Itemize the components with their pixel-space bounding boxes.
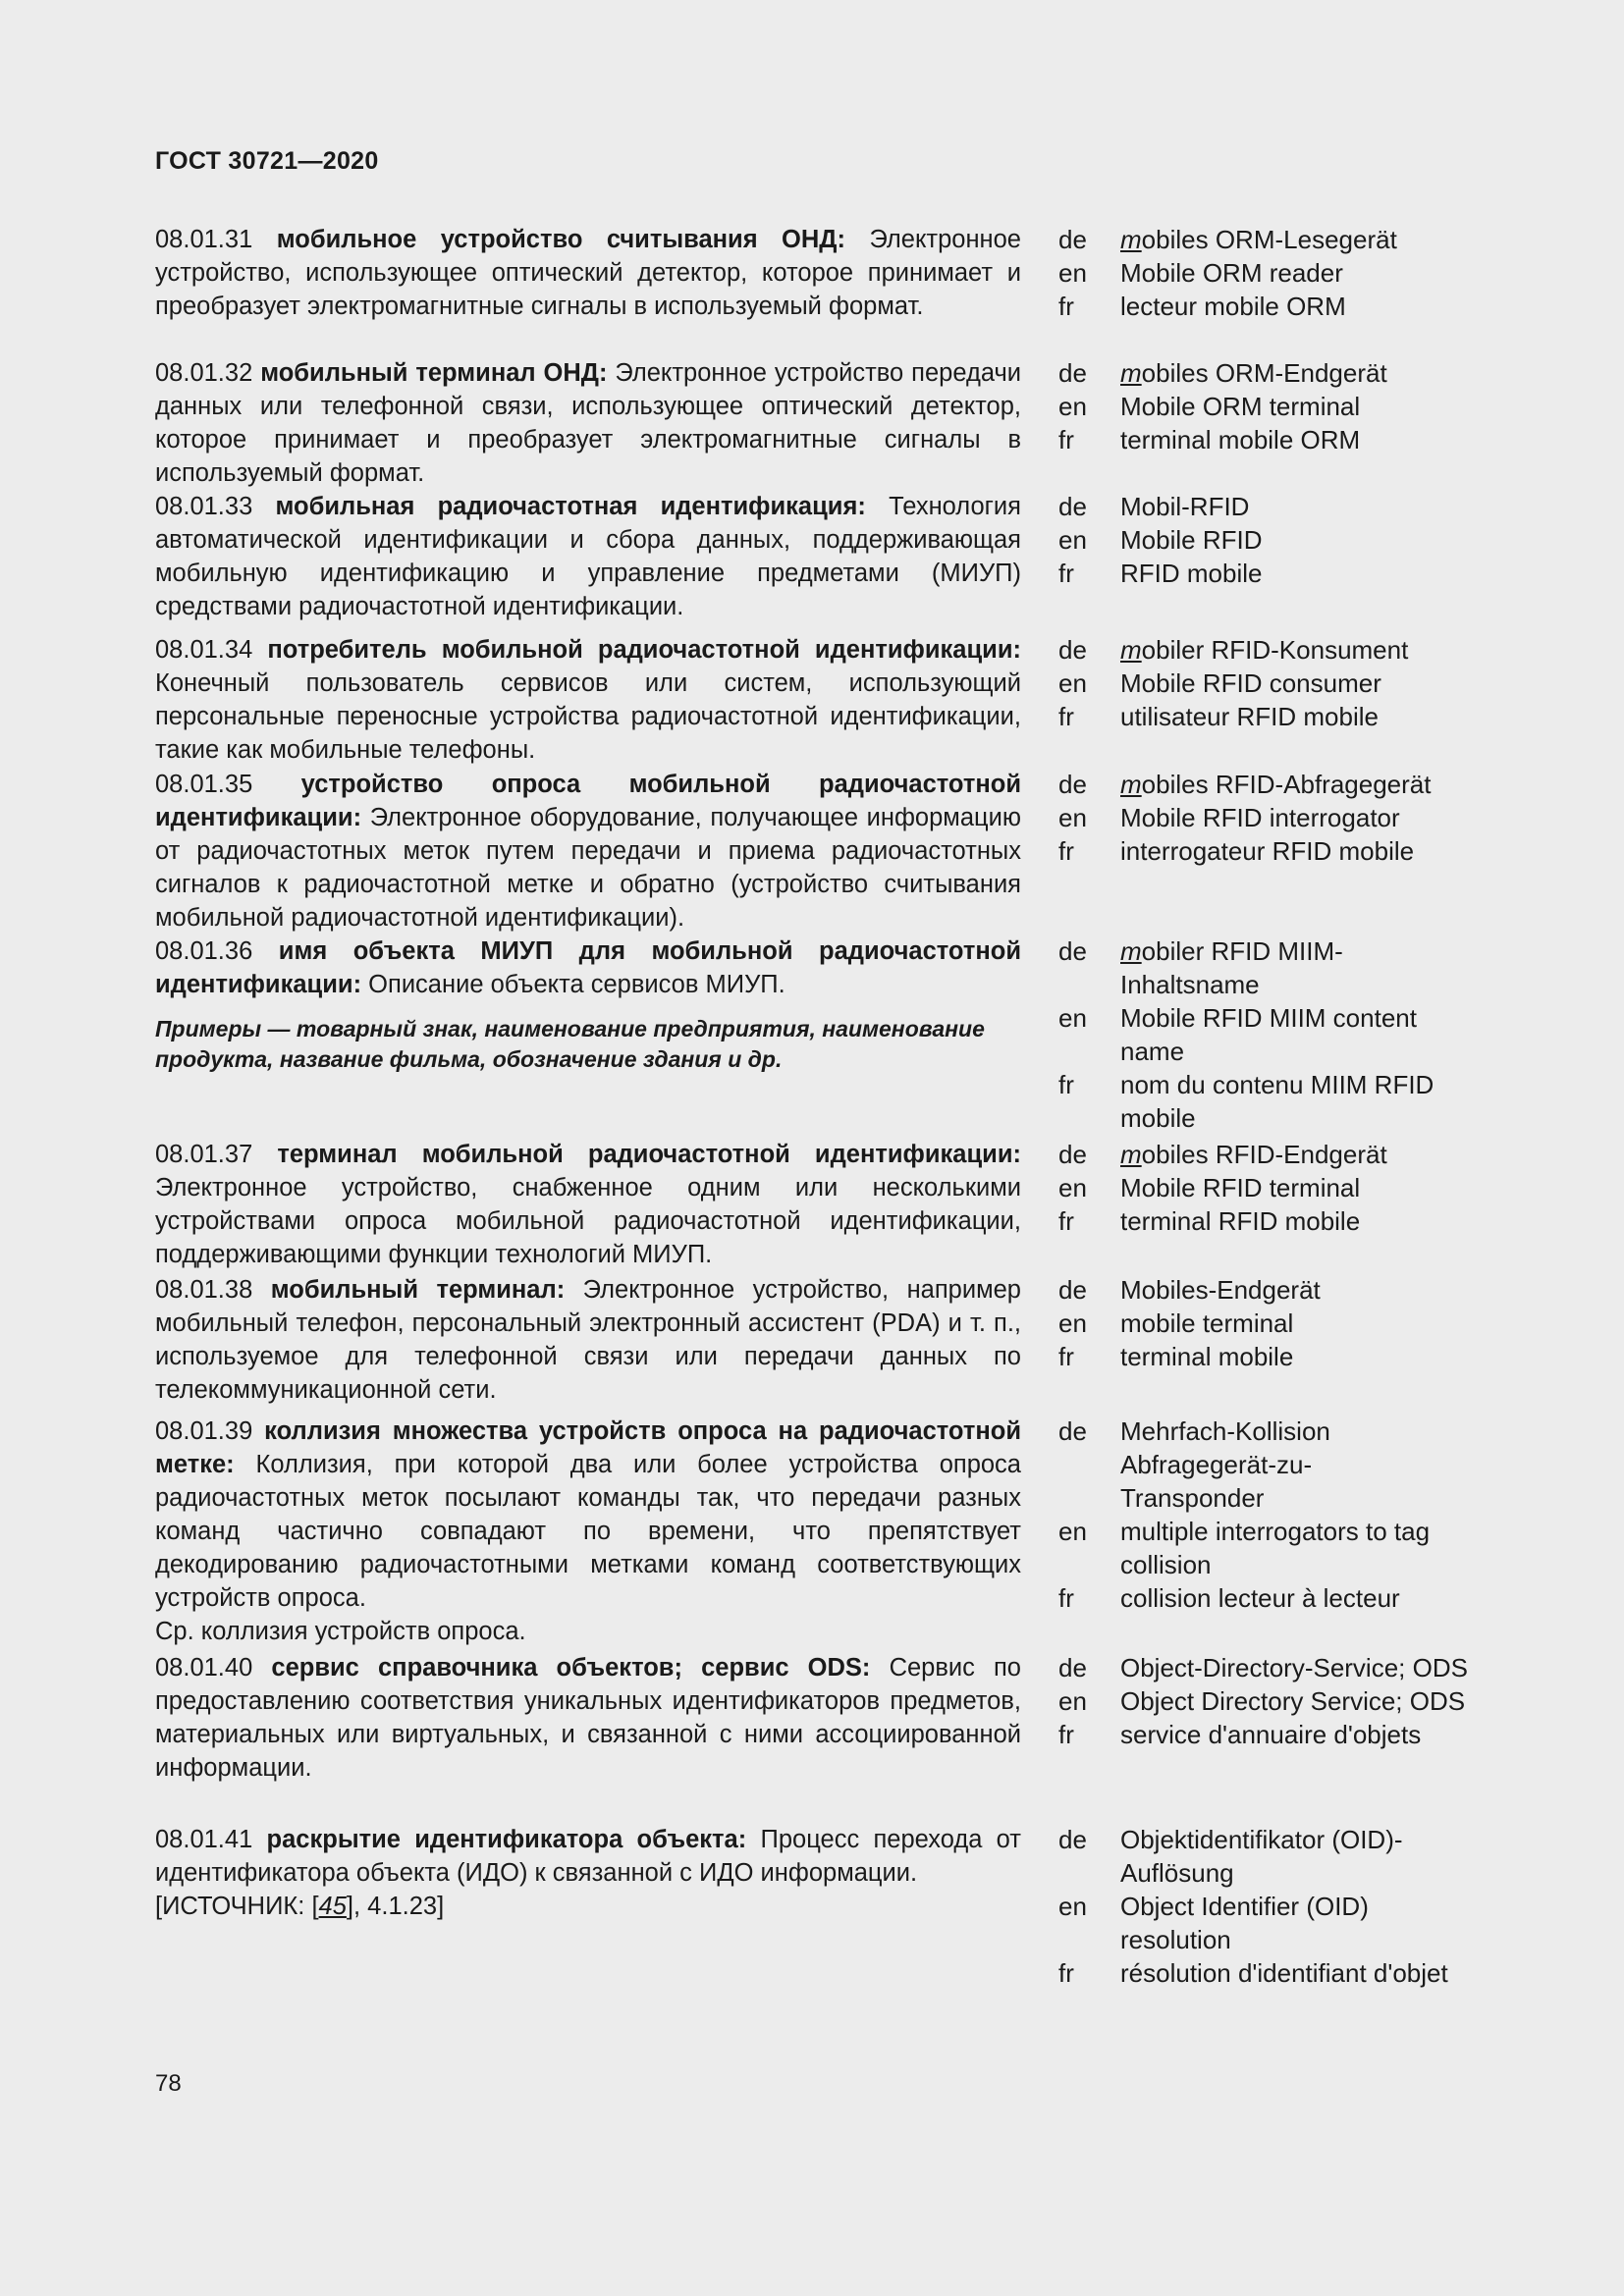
- translation-term: mobiles ORM-Endgerät: [1120, 358, 1387, 388]
- translation-term: Mobiles-Endgerät: [1120, 1275, 1321, 1305]
- translation-row: [1058, 1823, 1471, 1890]
- translation-term: utilisateur RFID mobile: [1120, 702, 1379, 731]
- entry-term: устройство опроса мобильной радиочастотной идентификации:: [155, 771, 1021, 831]
- lang-code: en: [1058, 1308, 1087, 1338]
- translation-row: [1058, 1273, 1471, 1307]
- translation-row: [1058, 1204, 1471, 1238]
- entry-number: 08.01.35: [155, 771, 253, 798]
- translation-term: Mobile RFID: [1120, 525, 1263, 555]
- entry-definition: [155, 223, 1021, 323]
- translation-row: [1058, 667, 1471, 700]
- entry-term: потребитель мобильной радиочастотной идентификации:: [267, 636, 1021, 664]
- entry-definition: [155, 768, 1021, 934]
- translation-term: mobiles RFID-Endgerät: [1120, 1140, 1387, 1169]
- translation-term: Mobil-RFID: [1120, 492, 1250, 521]
- entry-number: 08.01.36: [155, 937, 253, 965]
- translation-term: terminal RFID mobile: [1120, 1206, 1361, 1236]
- translation-term: mobiles ORM-Lesegerät: [1120, 225, 1397, 254]
- entry-term: терминал мобильной радиочастотной идентификации:: [277, 1141, 1021, 1168]
- translation-term: terminal mobile: [1120, 1342, 1294, 1371]
- translation-term: multiple interrogators to tag collision: [1120, 1517, 1431, 1579]
- translation-row: [1058, 1307, 1471, 1340]
- translation-term: mobile terminal: [1120, 1308, 1294, 1338]
- entry-definition: [155, 934, 1021, 1001]
- translation-row: [1058, 490, 1471, 523]
- translation-term: mobiles RFID-Abfragegerät: [1120, 770, 1432, 799]
- entry-definition: [155, 1823, 1021, 1923]
- entry-text: Описание объекта сервисов МИУП.: [368, 971, 785, 998]
- lang-code: de: [1058, 1140, 1087, 1169]
- translation-row: [1058, 290, 1471, 323]
- entry-definition: [155, 490, 1021, 623]
- translation-term: Mobile RFID MIIM content name: [1120, 1003, 1417, 1066]
- lang-code: de: [1058, 492, 1087, 521]
- translations: [1058, 633, 1471, 733]
- translations: [1058, 1823, 1471, 1990]
- entry-text: Сервис по предоставлению соответствия уникальных идентификаторов предметов, материальных или виртуальных, и связанной с ними ассоциированной информации.: [155, 1654, 1021, 1782]
- lang-code: de: [1058, 770, 1087, 799]
- translations: [1058, 1415, 1471, 1615]
- translation-row: [1058, 1171, 1471, 1204]
- document-header: ГОСТ 30721—2020: [155, 147, 379, 175]
- translation-term: lecteur mobile ORM: [1120, 292, 1346, 321]
- lang-code: en: [1058, 392, 1087, 421]
- translation-row: [1058, 1956, 1471, 1990]
- translations: [1058, 1273, 1471, 1373]
- entry-text: Электронное оборудование, получающее информацию от радиочастотных меток путем передачи и приема радиочастотных сигналов к радиочастотной метке и обратно (устройство считывания мобильной радиочастотной идентификации).: [155, 804, 1021, 932]
- lang-code: en: [1058, 1892, 1087, 1921]
- translations: [1058, 934, 1471, 1135]
- entry-term: мобильная радиочастотная идентификация:: [275, 493, 866, 520]
- translation-term: RFID mobile: [1120, 559, 1263, 588]
- translation-term: mobiler RFID MIIM-Inhaltsname: [1120, 936, 1343, 999]
- translation-row: [1058, 557, 1471, 590]
- translation-row: [1058, 223, 1471, 256]
- translation-term: nom du contenu MIIM RFID mobile: [1120, 1070, 1435, 1133]
- entry-term: сервис справочника объектов; сервис ODS:: [271, 1654, 871, 1682]
- translation-row: [1058, 834, 1471, 868]
- translation-row: [1058, 700, 1471, 733]
- translations: [1058, 768, 1471, 868]
- entry-number: 08.01.40: [155, 1654, 253, 1682]
- lang-code: fr: [1058, 292, 1074, 321]
- entry-number: 08.01.39: [155, 1417, 253, 1445]
- entry-term: мобильный терминал ОНД:: [260, 359, 608, 387]
- entry-text: Электронное устройство, например мобильный телефон, персональный электронный ассистент (PDA) и т. п., используемое для телефонной связи или передачи данных по телекоммуникационной сети.: [155, 1276, 1021, 1404]
- entry-definition: [155, 356, 1021, 490]
- translations: [1058, 1138, 1471, 1238]
- entry-number: 08.01.41: [155, 1826, 253, 1853]
- lang-code: en: [1058, 525, 1087, 555]
- lang-code: en: [1058, 1003, 1087, 1033]
- entry-text: Конечный пользователь сервисов или систем, использующий персональные переносные устройства радиочастотной идентификации, такие как мобильные телефоны.: [155, 669, 1021, 764]
- lang-code: de: [1058, 936, 1087, 966]
- entry-definition: [155, 1273, 1021, 1407]
- translation-row: [1058, 768, 1471, 801]
- entry-number: 08.01.37: [155, 1141, 253, 1168]
- translation-row: [1058, 390, 1471, 423]
- translations: [1058, 356, 1471, 456]
- lang-code: de: [1058, 358, 1087, 388]
- entry-example: Примеры — товарный знак, наименование предприятия, наименование продукта, название фильма, обозначение здания и др.: [155, 1016, 985, 1072]
- translation-term: Mobile RFID interrogator: [1120, 803, 1400, 832]
- lang-code: fr: [1058, 1958, 1074, 1988]
- translation-row: [1058, 1068, 1471, 1135]
- entry-text: Электронное устройство передачи данных или телефонной связи, использующее оптический детектор, которое принимает и преобразует электромагнитные сигналы в используемый формат.: [155, 359, 1021, 487]
- translation-row: [1058, 1515, 1471, 1581]
- lang-code: fr: [1058, 1342, 1074, 1371]
- lang-code: fr: [1058, 425, 1074, 454]
- translation-row: [1058, 423, 1471, 456]
- entry-number: 08.01.34: [155, 636, 253, 664]
- translation-term: Object Identifier (OID) resolution: [1120, 1892, 1369, 1954]
- lang-code: de: [1058, 225, 1087, 254]
- entry-text: Коллизия, при которой два или более устройства опроса радиочастотных меток посылают команды так, что передачи разных команд частично совпадают по времени, что препятствует декодированию радиочастотными метками команд соответствующих устройств опроса.: [155, 1451, 1021, 1612]
- translation-term: Mobile ORM reader: [1120, 258, 1343, 288]
- translation-row: [1058, 633, 1471, 667]
- translation-term: terminal mobile ORM: [1120, 425, 1361, 454]
- lang-code: fr: [1058, 836, 1074, 866]
- translation-term: Object Directory Service; ODS: [1120, 1686, 1466, 1716]
- translation-row: [1058, 356, 1471, 390]
- lang-code: fr: [1058, 1583, 1074, 1613]
- entry-definition: [155, 633, 1021, 767]
- translation-term: service d'annuaire d'objets: [1120, 1720, 1422, 1749]
- entry-number: 08.01.32: [155, 359, 253, 387]
- lang-code: de: [1058, 1653, 1087, 1682]
- page-number: 78: [155, 2070, 182, 2097]
- translation-term: collision lecteur à lecteur: [1120, 1583, 1400, 1613]
- lang-code: de: [1058, 1416, 1087, 1446]
- entry-definition: [155, 1138, 1021, 1271]
- entry-definition: [155, 1415, 1021, 1648]
- translation-row: [1058, 1138, 1471, 1171]
- reference-link[interactable]: 45: [318, 1893, 347, 1920]
- translation-term: Mobile RFID consumer: [1120, 668, 1381, 698]
- translation-term: interrogateur RFID mobile: [1120, 836, 1415, 866]
- translation-row: [1058, 1890, 1471, 1956]
- translation-term: Mobile RFID terminal: [1120, 1173, 1361, 1202]
- entry-number: 08.01.38: [155, 1276, 253, 1304]
- entry-text: Электронное устройство, снабженное одним или несколькими устройствами опроса мобильной радиочастотной идентификации, поддерживающими функции технологий МИУП.: [155, 1174, 1021, 1268]
- translation-row: [1058, 523, 1471, 557]
- lang-code: en: [1058, 1517, 1087, 1546]
- lang-code: en: [1058, 803, 1087, 832]
- entry-text: Технология автоматической идентификации и сбора данных, поддерживающая мобильную идентификацию и управление предметами (МИУП) средствами радиочастотной идентификации.: [155, 493, 1021, 620]
- translation-term: Object-Directory-Service; ODS: [1120, 1653, 1468, 1682]
- entry-term: имя объекта МИУП для мобильной радиочастотной идентификации:: [155, 937, 1021, 998]
- entry-source: [ИСТОЧНИК: [45], 4.1.23]: [155, 1893, 445, 1920]
- lang-code: de: [1058, 1275, 1087, 1305]
- translations: [1058, 223, 1471, 323]
- translations: [1058, 1651, 1471, 1751]
- translation-row: [1058, 801, 1471, 834]
- translation-row: [1058, 1651, 1471, 1684]
- entry-text: Электронное устройство, использующее оптический детектор, которое принимает и преобразует электромагнитные сигналы в используемый формат.: [155, 226, 1021, 320]
- entry-number: 08.01.31: [155, 226, 253, 253]
- lang-code: fr: [1058, 1720, 1074, 1749]
- entry-number: 08.01.33: [155, 493, 253, 520]
- lang-code: en: [1058, 258, 1087, 288]
- translation-term: résolution d'identifiant d'objet: [1120, 1958, 1448, 1988]
- translation-term: mobiler RFID-Konsument: [1120, 635, 1409, 665]
- translation-term: Objektidentifikator (OID)-Auflösung: [1120, 1825, 1403, 1888]
- translations: [1058, 490, 1471, 590]
- lang-code: fr: [1058, 1206, 1074, 1236]
- translation-term: Mehrfach-Kollision Abfragegerät-zu-Transponder: [1120, 1416, 1330, 1513]
- lang-code: de: [1058, 635, 1087, 665]
- translation-row: [1058, 1340, 1471, 1373]
- lang-code: fr: [1058, 1070, 1074, 1099]
- entry-term: коллизия множества устройств опроса на радиочастотной метке:: [155, 1417, 1022, 1478]
- translation-row: [1058, 934, 1471, 1001]
- entry-term: раскрытие идентификатора объекта:: [266, 1826, 747, 1853]
- lang-code: fr: [1058, 559, 1074, 588]
- translation-row: [1058, 1684, 1471, 1718]
- translation-row: [1058, 1415, 1471, 1515]
- entry-term: мобильное устройство считывания ОНД:: [276, 226, 845, 253]
- translation-row: [1058, 1581, 1471, 1615]
- lang-code: en: [1058, 1173, 1087, 1202]
- lang-code: en: [1058, 1686, 1087, 1716]
- entry-definition: [155, 1651, 1021, 1785]
- entry-note: Ср. коллизия устройств опроса.: [155, 1618, 526, 1645]
- entry-term: мобильный терминал:: [270, 1276, 566, 1304]
- translation-row: [1058, 256, 1471, 290]
- lang-code: de: [1058, 1825, 1087, 1854]
- translation-term: Mobile ORM terminal: [1120, 392, 1361, 421]
- lang-code: en: [1058, 668, 1087, 698]
- entry-text: Процесс перехода от идентификатора объекта (ИДО) к связанной с ИДО информации.: [155, 1826, 1021, 1887]
- translation-row: [1058, 1001, 1471, 1068]
- translation-row: [1058, 1718, 1471, 1751]
- lang-code: fr: [1058, 702, 1074, 731]
